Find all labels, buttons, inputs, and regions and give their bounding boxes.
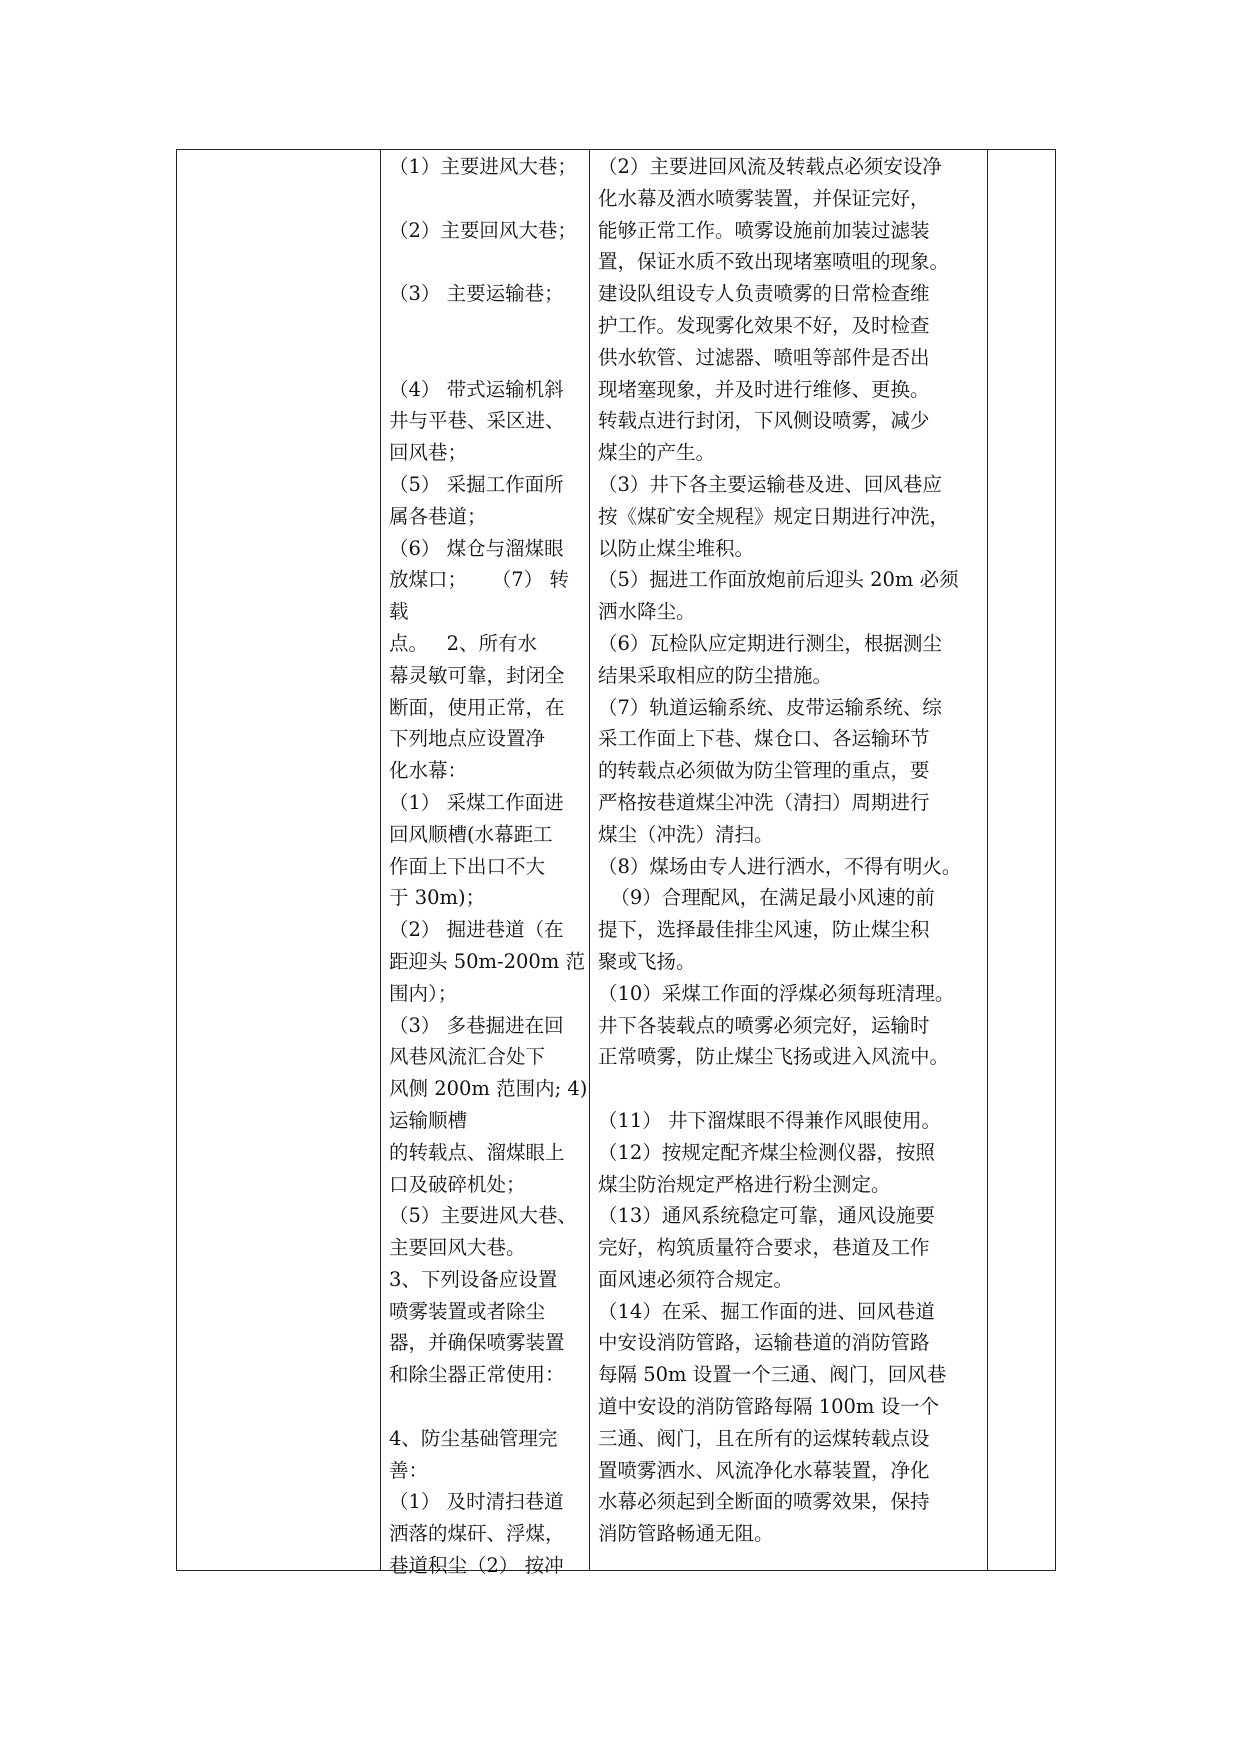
text-line: 洒落的煤矸、浮煤， (389, 1522, 565, 1546)
text-line: （12）按规定配齐煤尘检测仪器，按照 (598, 1140, 935, 1164)
text-line: 善： (389, 1458, 429, 1482)
text-line: （5）主要进风大巷、 (389, 1204, 577, 1228)
text-line: （8）煤场由专人进行洒水，不得有明火。 (598, 854, 962, 878)
text-line: 转载点进行封闭，下风侧设喷雾，减少 (598, 409, 930, 433)
text-line: 器，并确保喷雾装置 (389, 1331, 565, 1355)
text-line: （3） 多巷掘进在回 (389, 1013, 564, 1037)
text-line: 正常喷雾，防止煤尘飞扬或进入风流中。 (598, 1045, 950, 1069)
text-line: （1） 采煤工作面进 (389, 790, 564, 814)
text-line: （5）掘进工作面放炮前后迎头 20m 必须 (598, 568, 959, 592)
text-line: 喷雾装置或者除尘 (389, 1299, 546, 1323)
table-column-empty-left (177, 150, 380, 1570)
text-line: （1） 及时清扫巷道 (389, 1490, 564, 1514)
text-line: （1）主要进风大巷； (389, 155, 577, 178)
text-line: 回风顺槽(水幕距工 (389, 822, 553, 846)
text-line: 口及破碎机处； (389, 1172, 526, 1196)
text-line: 中安设消防管路，运输巷道的消防管路 (598, 1331, 930, 1355)
text-line: （6）瓦检队应定期进行测尘，根据测尘 (598, 631, 942, 655)
text-line: 煤尘防治规定严格进行粉尘测定。 (598, 1172, 891, 1196)
text-line (598, 1073, 981, 1105)
text-line: （14）在采、掘工作面的进、回风巷道 (598, 1299, 935, 1323)
text-line: 三通、阀门，且在所有的运煤转载点设 (598, 1426, 930, 1450)
text-line: 道中安设的消防管路每隔 100m 设一个 (598, 1395, 940, 1419)
text-line: （2）主要回风大巷； (389, 218, 577, 242)
text-line: 能够正常工作。喷雾设施前加装过滤装 (598, 218, 930, 242)
text-line: 的转载点、溜煤眼上 (389, 1140, 565, 1164)
text-line: （6） 煤仓与溜煤眼 (389, 536, 564, 560)
text-line: 采工作面上下巷、煤仓口、各运输环节 (598, 727, 930, 751)
text-line: 回风巷； (389, 441, 468, 465)
text-line: 3、下列设备应设置 (389, 1267, 558, 1291)
text-line: 完好，构筑质量符合要求，巷道及工作 (598, 1236, 930, 1260)
text-line: 巷道积尘（2） 按冲 (389, 1554, 564, 1578)
text-line: 建设队组设专人负责喷雾的日常检查维 (598, 282, 930, 306)
text-line: 洒水降尘。 (598, 600, 696, 624)
text-line: 点。 2、所有水 (389, 631, 538, 655)
text-line: 4、防尘基础管理完 (389, 1426, 558, 1450)
table-column-empty-right (987, 150, 1057, 1570)
text-line: 主要回风大巷。 (389, 1236, 526, 1260)
text-line: （9）合理配风，在满足最小风速的前 (598, 886, 935, 910)
text-line: 置，保证水质不致出现堵塞喷咀的现象。 (598, 250, 950, 274)
text-line: 置喷雾洒水、风流净化水幕装置，净化 (598, 1458, 930, 1482)
text-line: 化水幕及洒水喷雾装置，并保证完好， (598, 186, 930, 210)
text-line: （13）通风系统稳定可靠，通风设施要 (598, 1204, 935, 1228)
text-line: （2）主要进回风流及转载点必须安设净 (598, 155, 942, 178)
text-line (389, 342, 583, 374)
text-line: 距迎头 50m-200m 范 (389, 949, 585, 973)
text-line: （5） 采掘工作面所 (389, 472, 564, 496)
text-line: 水幕必须起到全断面的喷雾效果，保持 (598, 1490, 930, 1514)
text-line: 幕灵敏可靠，封闭全 (389, 663, 565, 687)
text-line: （2） 掘进巷道（在 (389, 918, 564, 942)
text-line: 风侧 200m 范围内; 4) (389, 1077, 588, 1101)
text-line: （11） 井下溜煤眼不得兼作风眼使用。 (598, 1108, 942, 1132)
text-line: 的转载点必须做为防尘管理的重点，要 (598, 759, 930, 783)
text-line: 载 (389, 600, 409, 624)
text-line: 严格按巷道煤尘冲洗（清扫）周期进行 (598, 790, 930, 814)
text-line: （3） 主要运输巷； (389, 282, 564, 306)
text-line: 下列地点应设置净 (389, 727, 546, 751)
text-line: 井与平巷、采区进、 (389, 409, 565, 433)
text-line: 结果采取相应的防尘措施。 (598, 663, 833, 687)
text-line: 护工作。发现雾化效果不好，及时检查 (598, 313, 930, 337)
text-line (389, 183, 583, 215)
text-line (389, 246, 583, 278)
text-line: 消防管路畅通无阻。 (598, 1522, 774, 1546)
text-line: 化水幕： (389, 759, 468, 783)
text-line: 供水软管、过滤器、喷咀等部件是否出 (598, 345, 930, 369)
table-column-measures (380, 150, 589, 1578)
text-line: 现堵塞现象，并及时进行维修、更换。 (598, 377, 930, 401)
text-line: 以防止煤尘堆积。 (598, 536, 755, 560)
text-line: 煤尘的产生。 (598, 441, 716, 465)
text-line: 面风速必须符合规定。 (598, 1267, 794, 1291)
text-line: （10）采煤工作面的浮煤必须每班清理。 (598, 981, 955, 1005)
text-line: 断面，使用正常，在 (389, 695, 565, 719)
text-line: 聚或飞扬。 (598, 949, 696, 973)
text-line: 属各巷道； (389, 504, 487, 528)
text-line: （4） 带式运输机斜 (389, 377, 564, 401)
text-line: 风巷风流汇合处下 (389, 1045, 546, 1069)
text-line: 作面上下出口不大 (389, 854, 546, 878)
text-line: （7）轨道运输系统、皮带运输系统、综 (598, 695, 942, 719)
details-text (598, 151, 981, 1550)
text-line (389, 310, 583, 342)
text-line: 按《煤矿安全规程》规定日期进行冲洗， (598, 504, 950, 528)
text-line: 于 30m)； (389, 886, 486, 910)
document-table (176, 149, 1056, 1578)
text-line: 煤尘（冲洗）清扫。 (598, 822, 774, 846)
text-line: 运输顺槽 (389, 1108, 468, 1132)
text-line: 围内）； (389, 981, 458, 1005)
measures-text (389, 151, 588, 1582)
text-line: 每隔 50m 设置一个三通、阀门，回风巷 (598, 1363, 947, 1387)
text-line: 提下，选择最佳排尘风速，防止煤尘积 (598, 918, 930, 942)
text-line: 和除尘器正常使用： (389, 1363, 565, 1387)
table-column-details (589, 150, 987, 1570)
text-line: 放煤口； （7） 转 (389, 568, 569, 592)
text-line: （3）井下各主要运输巷及进、回风巷应 (598, 472, 942, 496)
text-line (389, 1391, 583, 1423)
text-line: 井下各装载点的喷雾必须完好，运输时 (598, 1013, 930, 1037)
